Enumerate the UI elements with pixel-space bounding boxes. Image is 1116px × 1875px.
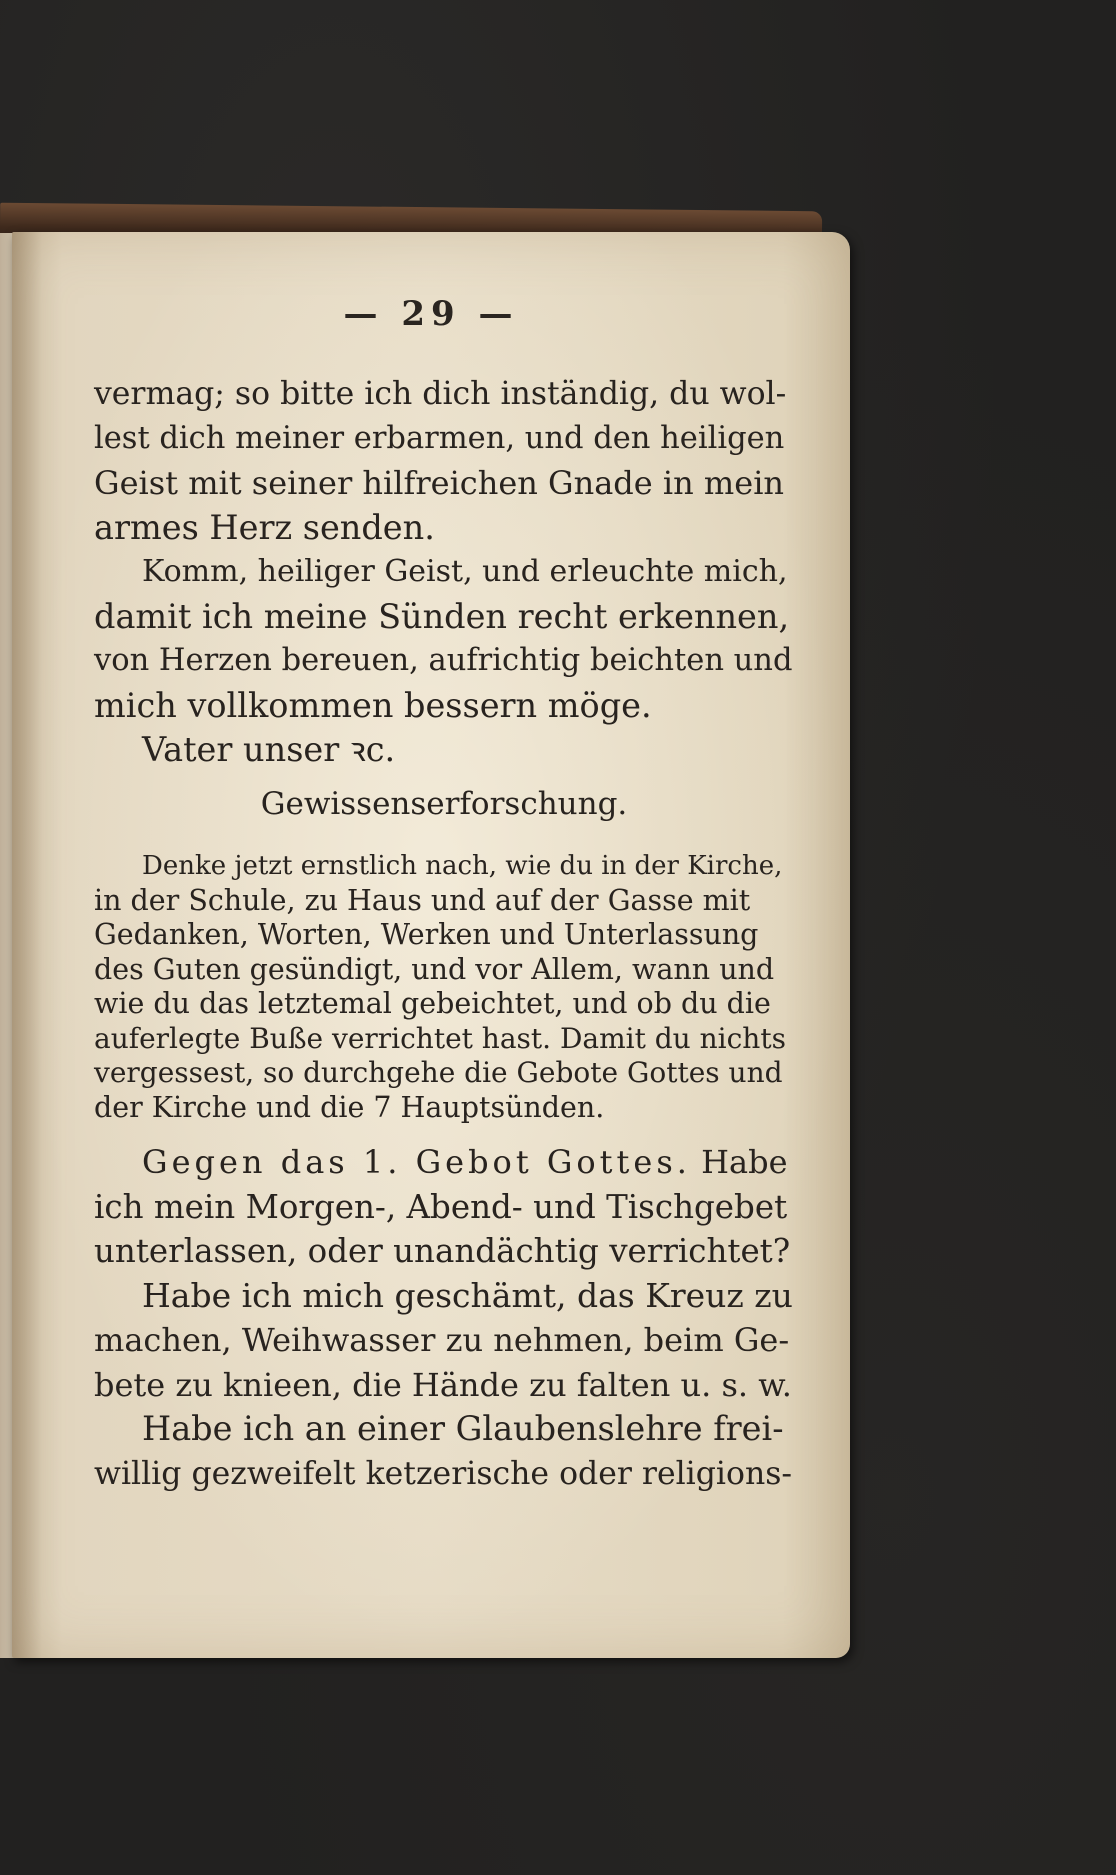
text-line: armes Herz senden. — [94, 507, 435, 547]
body-text-block-3 — [94, 1140, 794, 1496]
text-line: des Guten gesündigt, und vor Allem, wann und — [94, 952, 775, 986]
body-text-block-2 — [94, 849, 794, 1125]
text-line: auferlegte Buße verrichtet hast. Damit du nichts — [94, 1021, 786, 1055]
text-line: in der Schule, zu Haus und auf der Gasse mit — [94, 883, 751, 917]
text-line: bete zu knieen, die Hände zu falten u. s. w. — [94, 1365, 792, 1404]
paragraph-4 — [94, 849, 794, 1125]
text-line: mich vollkommen bessern möge. — [94, 685, 652, 725]
page-number: — 29 — — [343, 294, 519, 334]
paragraph-2 — [94, 550, 794, 728]
paragraph-6 — [94, 1274, 794, 1408]
commandment-heading: Gegen das 1. Gebot Gottes. — [142, 1143, 691, 1181]
text-line: lest dich meiner erbarmen, und den heiligen — [94, 420, 785, 456]
section-heading-block — [94, 786, 794, 822]
text-line: willig gezweifelt ketzerische oder religions- — [94, 1455, 793, 1492]
paragraph-7 — [94, 1407, 794, 1496]
text-line: unterlassen, oder unandächtig verrichtet? — [94, 1232, 791, 1270]
text-line — [94, 1140, 794, 1185]
text-line: damit ich meine Sünden recht erkennen, — [94, 596, 790, 636]
text-line: Habe ich an einer Glaubenslehre frei- — [142, 1409, 784, 1448]
text-line: Geist mit seiner hilfreichen Gnade in mein — [94, 464, 785, 502]
text-line: Vater unser ꝛc. — [142, 730, 396, 769]
text-line: Gedanken, Worten, Werken und Unterlassung — [94, 918, 759, 951]
text-line: der Kirche und die 7 Hauptsünden. — [94, 1090, 605, 1124]
text-line: wie du das letztemal gebeichtet, und ob du die — [94, 987, 771, 1020]
text-line: ich mein Morgen-, Abend- und Tischgebet — [94, 1187, 788, 1226]
paragraph-5 — [94, 1140, 794, 1274]
text-fragment: Habe — [701, 1143, 788, 1181]
paragraph-1 — [94, 372, 794, 550]
text-line: Denke jetzt ernstlich nach, wie du in der Kirche, — [142, 851, 783, 881]
text-line: machen, Weihwasser zu nehmen, beim Ge- — [94, 1321, 790, 1359]
book-page — [12, 232, 850, 1658]
text-line: von Herzen bereuen, aufrichtig beichten und — [94, 643, 793, 678]
text-line: Habe ich mich geschämt, das Kreuz zu — [142, 1275, 793, 1315]
text-line: Komm, heiliger Geist, und erleuchte mich, — [142, 554, 788, 589]
text-line: vermag; so bitte ich dich inständig, du wol- — [94, 376, 787, 412]
body-text-block-1 — [94, 372, 794, 773]
section-heading: Gewissenserforschung. — [260, 786, 628, 822]
paragraph-3 — [94, 728, 794, 773]
page-gutter-shadow — [12, 232, 42, 1658]
text-line: vergessest, so durchgehe die Gebote Gottes und — [94, 1056, 783, 1089]
